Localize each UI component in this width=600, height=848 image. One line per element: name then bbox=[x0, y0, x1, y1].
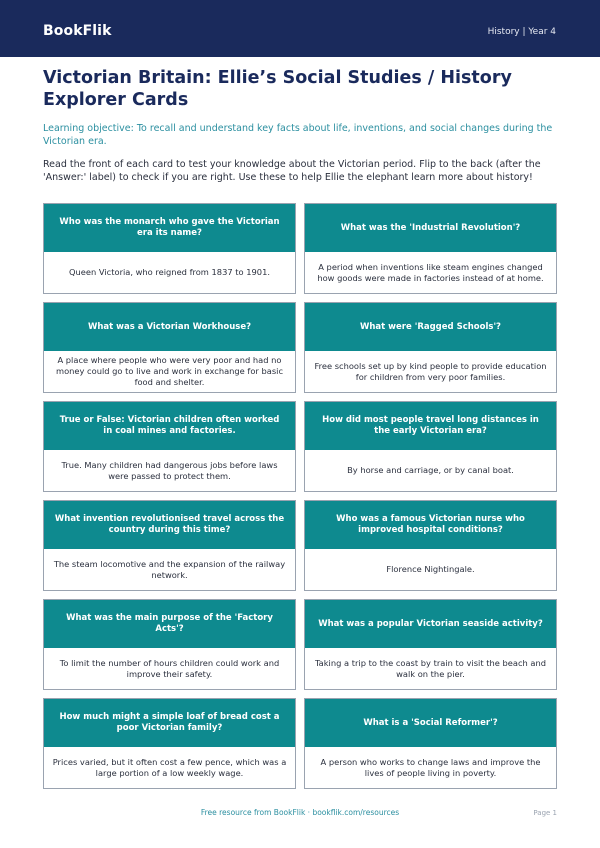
flash-card bbox=[43, 203, 296, 294]
card-question: What was a Victorian Workhouse? bbox=[44, 303, 295, 351]
card-answer: By horse and carriage, or by canal boat. bbox=[347, 465, 514, 475]
subject-breadcrumb: History | Year 4 bbox=[487, 27, 556, 37]
card-question: What was a popular Victorian seaside activity? bbox=[305, 600, 556, 648]
card-answer: Prices varied, but it often cost a few pence, which was a large portion of a low weekly wage. bbox=[52, 756, 287, 778]
card-answer: True. Many children had dangerous jobs before laws were passed to protect them. bbox=[61, 459, 278, 481]
page-title: Victorian Britain: Ellie’s Social Studies / History Explorer Cards bbox=[43, 68, 512, 110]
flash-card bbox=[43, 599, 296, 690]
flash-card bbox=[43, 500, 296, 591]
flash-card bbox=[304, 599, 557, 690]
card-question: What invention revolutionised travel across the country during this time? bbox=[44, 501, 295, 549]
card-answer: Queen Victoria, who reigned from 1837 to 1901. bbox=[68, 267, 270, 277]
intro-instructions: Read the front of each card to test your knowledge about the Victorian period. Flip to the back (after the 'Answer:' label) to check if you are right. Use these to help Ellie the elephant learn more about history! bbox=[43, 159, 541, 183]
card-question: What was the main purpose of the 'Factory Acts'? bbox=[44, 600, 295, 648]
card-answer: To limit the number of hours children could work and improve their safety. bbox=[59, 657, 280, 679]
card-answer: Free schools set up by kind people to provide education for children from very poor families. bbox=[314, 360, 547, 382]
flash-card bbox=[43, 302, 296, 393]
card-answer: A person who works to change laws and improve the lives of people living in poverty. bbox=[320, 756, 541, 778]
card-question: What is a 'Social Reformer'? bbox=[305, 699, 556, 747]
card-answer: A place where people who were very poor and had no money could go to live and work in exchange for basic food and shelter. bbox=[55, 355, 284, 387]
flash-card bbox=[304, 203, 557, 294]
flash-card bbox=[43, 698, 296, 789]
flash-card bbox=[304, 302, 557, 393]
card-answer: A period when inventions like steam engines changed how goods were made in factories instead of at home. bbox=[317, 261, 544, 283]
page-number: Page 1 bbox=[533, 809, 557, 817]
card-question: Who was the monarch who gave the Victorian era its name? bbox=[44, 204, 295, 252]
card-question: How much might a simple loaf of bread cost a poor Victorian family? bbox=[44, 699, 295, 747]
card-question: True or False: Victorian children often worked in coal mines and factories. bbox=[44, 402, 295, 450]
top-header-bar bbox=[0, 0, 600, 57]
card-question: What was the 'Industrial Revolution'? bbox=[305, 204, 556, 252]
brand-logo-text[interactable]: BookFlik bbox=[43, 23, 112, 39]
card-answer: The steam locomotive and the expansion of the railway network. bbox=[53, 558, 286, 580]
flash-card bbox=[304, 401, 557, 492]
learning-objective: Learning objective: To recall and understand key facts about life, inventions, and social changes during the Victorian era. bbox=[43, 123, 553, 147]
card-question: Who was a famous Victorian nurse who improved hospital conditions? bbox=[305, 501, 556, 549]
footer-resource-link[interactable]: Free resource from BookFlik · bookflik.com/resources bbox=[200, 808, 400, 817]
flash-card bbox=[43, 401, 296, 492]
card-question: How did most people travel long distances in the early Victorian era? bbox=[305, 402, 556, 450]
card-answer: Florence Nightingale. bbox=[386, 564, 475, 574]
flash-card-grid bbox=[43, 203, 557, 789]
card-answer: Taking a trip to the coast by train to visit the beach and walk on the pier. bbox=[314, 657, 547, 679]
card-question: What were 'Ragged Schools'? bbox=[305, 303, 556, 351]
flash-card bbox=[304, 698, 557, 789]
flash-card bbox=[304, 500, 557, 591]
